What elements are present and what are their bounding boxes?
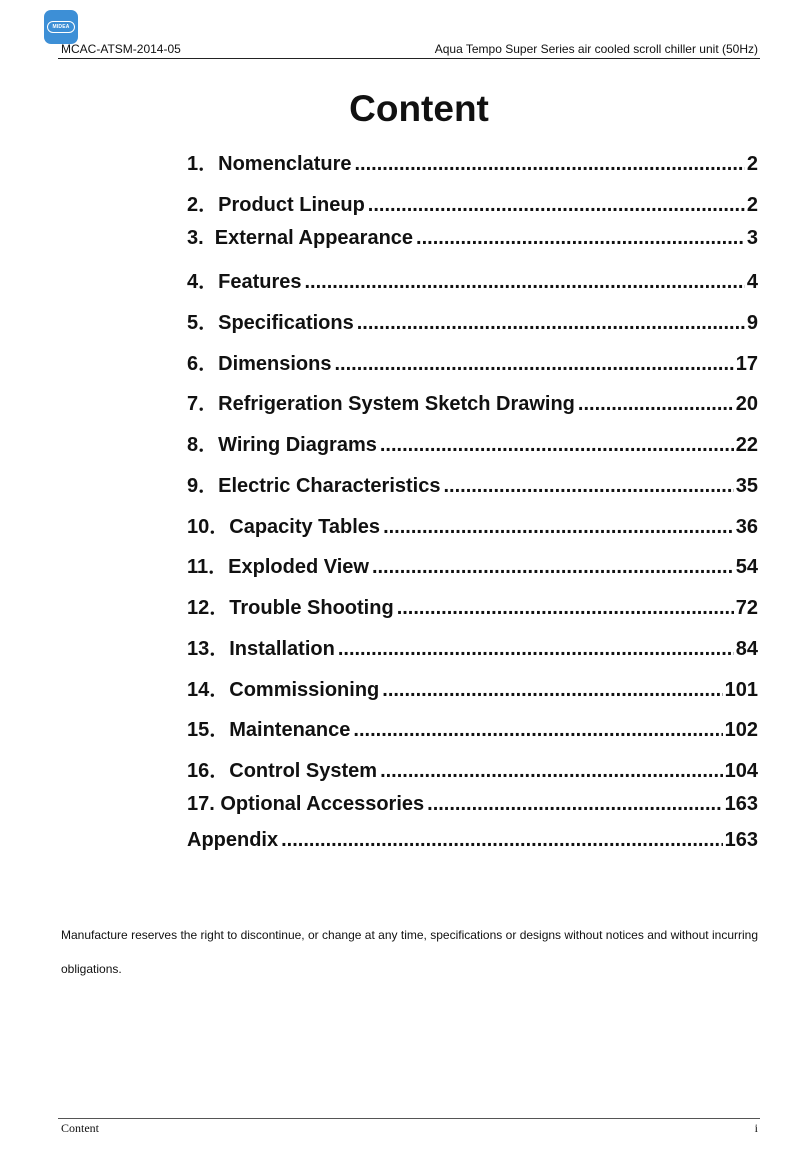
toc-entry-page: 36 xyxy=(735,516,758,538)
toc-entry-number: 1． xyxy=(187,153,219,175)
toc-entry[interactable] xyxy=(187,469,758,499)
toc-leader-dots xyxy=(372,556,734,579)
footer-section-label: Content xyxy=(61,1121,99,1135)
toc-entry-number: 16． xyxy=(187,760,230,782)
toc-leader-dots xyxy=(338,638,734,661)
toc-leader-dots xyxy=(380,434,734,457)
toc-entry-page: 2 xyxy=(746,194,758,216)
toc-entry-title: Installation xyxy=(229,638,335,660)
toc-leader-dots xyxy=(416,227,745,250)
toc-entry[interactable] xyxy=(187,428,758,458)
toc-entry-number: 4． xyxy=(187,271,219,293)
toc-leader-dots xyxy=(427,793,722,816)
toc-entry-title: Control System xyxy=(229,760,378,782)
toc-entry-number: 9． xyxy=(187,475,219,497)
toc-entry[interactable] xyxy=(187,147,758,177)
toc-entry-page: 102 xyxy=(724,719,758,741)
toc-leader-dots xyxy=(353,719,722,742)
footer-page-number: i xyxy=(754,1121,758,1135)
toc-entry-title: Appendix xyxy=(187,829,279,851)
toc-entry[interactable] xyxy=(187,387,758,417)
toc-entry[interactable] xyxy=(187,754,758,784)
page-title: Content xyxy=(349,88,489,129)
toc-leader-dots xyxy=(281,829,723,852)
toc-entry-number: 15． xyxy=(187,719,230,741)
disclaimer-note: Manufacture reserves the right to discontinue, or change at any time, specifications or designs without notices and without incurring obligations. xyxy=(61,928,758,976)
toc-entry-title: Nomenclature xyxy=(218,153,352,175)
toc-entry-title: Features xyxy=(218,271,302,293)
toc-entry[interactable] xyxy=(187,591,758,621)
toc-entry-page: 35 xyxy=(735,475,758,497)
toc-entry-title: Specifications xyxy=(218,312,354,334)
toc-entry[interactable] xyxy=(187,632,758,662)
toc-entry-number: 7． xyxy=(187,393,219,415)
toc-entry[interactable] xyxy=(187,188,758,218)
toc-entry-page: 17 xyxy=(735,353,758,375)
toc-entry-page: 3 xyxy=(746,227,758,249)
header-doc-title: Aqua Tempo Super Series air cooled scroll chiller unit (50Hz) xyxy=(434,42,758,56)
toc-entry-title: External Appearance xyxy=(214,227,414,249)
toc-leader-dots xyxy=(305,271,745,294)
toc-entry-page: 101 xyxy=(724,679,758,701)
toc-entry-title: Capacity Tables xyxy=(229,516,381,538)
toc-leader-dots xyxy=(578,393,734,416)
toc-entry-page: 22 xyxy=(735,434,758,456)
toc-entry[interactable] xyxy=(187,829,758,859)
footer-divider xyxy=(58,1118,760,1119)
toc-entry[interactable] xyxy=(187,673,758,703)
toc-entry-number: 11． xyxy=(187,556,229,578)
toc-entry[interactable] xyxy=(187,306,758,336)
toc-entry-number: 3. xyxy=(187,227,215,249)
toc-entry-page: 2 xyxy=(746,153,758,175)
toc-entry-number: 2． xyxy=(187,194,219,216)
toc-leader-dots xyxy=(334,353,733,376)
toc-entry-number: 6． xyxy=(187,353,219,375)
toc-entry-title: Commissioning xyxy=(229,679,380,701)
toc-entry[interactable] xyxy=(187,510,758,540)
toc-entry-title: Optional Accessories xyxy=(220,793,425,815)
header-divider xyxy=(58,58,760,59)
toc-entry[interactable] xyxy=(187,550,758,580)
toc-leader-dots xyxy=(382,679,722,702)
toc-entry-title: Exploded View xyxy=(228,556,369,578)
toc-entry-page: 4 xyxy=(746,271,758,293)
toc-entry-page: 72 xyxy=(735,597,758,619)
toc-entry-page: 104 xyxy=(724,760,758,782)
toc-leader-dots xyxy=(368,194,745,217)
toc-leader-dots xyxy=(397,597,734,620)
header-doc-code: MCAC-ATSM-2014-05 xyxy=(61,42,181,56)
toc-entry-page: 9 xyxy=(746,312,758,334)
toc-entry[interactable] xyxy=(187,713,758,743)
toc-entry-page: 20 xyxy=(735,393,758,415)
toc-entry-title: Electric Characteristics xyxy=(218,475,441,497)
logo-text: MIDEA xyxy=(47,21,75,33)
toc-entry-page: 84 xyxy=(735,638,758,660)
toc-entry-number: 8． xyxy=(187,434,219,456)
toc-entry-title: Product Lineup xyxy=(218,194,365,216)
toc-entry-number: 17. xyxy=(187,793,221,815)
toc-entry-title: Maintenance xyxy=(229,719,351,741)
toc-entry[interactable] xyxy=(187,347,758,377)
toc-entry-number: 13． xyxy=(187,638,230,660)
company-logo-icon xyxy=(44,10,78,44)
toc-leader-dots xyxy=(380,760,723,783)
toc-entry-title: Wiring Diagrams xyxy=(218,434,377,456)
toc-entry-page: 163 xyxy=(724,829,758,851)
toc-entry[interactable] xyxy=(187,227,758,257)
toc-leader-dots xyxy=(443,475,733,498)
toc-entry[interactable] xyxy=(187,265,758,295)
toc-entry-page: 54 xyxy=(735,556,758,578)
toc-entry-number: 12． xyxy=(187,597,230,619)
toc-leader-dots xyxy=(357,312,745,335)
toc-leader-dots xyxy=(383,516,734,539)
toc-entry-title: Refrigeration System Sketch Drawing xyxy=(218,393,575,415)
toc-entry-title: Dimensions xyxy=(218,353,332,375)
toc-entry-number: 5． xyxy=(187,312,219,334)
toc-entry-title: Trouble Shooting xyxy=(229,597,394,619)
toc-entry-number: 10． xyxy=(187,516,230,538)
toc-entry-page: 163 xyxy=(724,793,758,815)
toc-entry-number: 14． xyxy=(187,679,230,701)
toc-entry[interactable] xyxy=(187,793,758,823)
toc-leader-dots xyxy=(355,153,745,176)
